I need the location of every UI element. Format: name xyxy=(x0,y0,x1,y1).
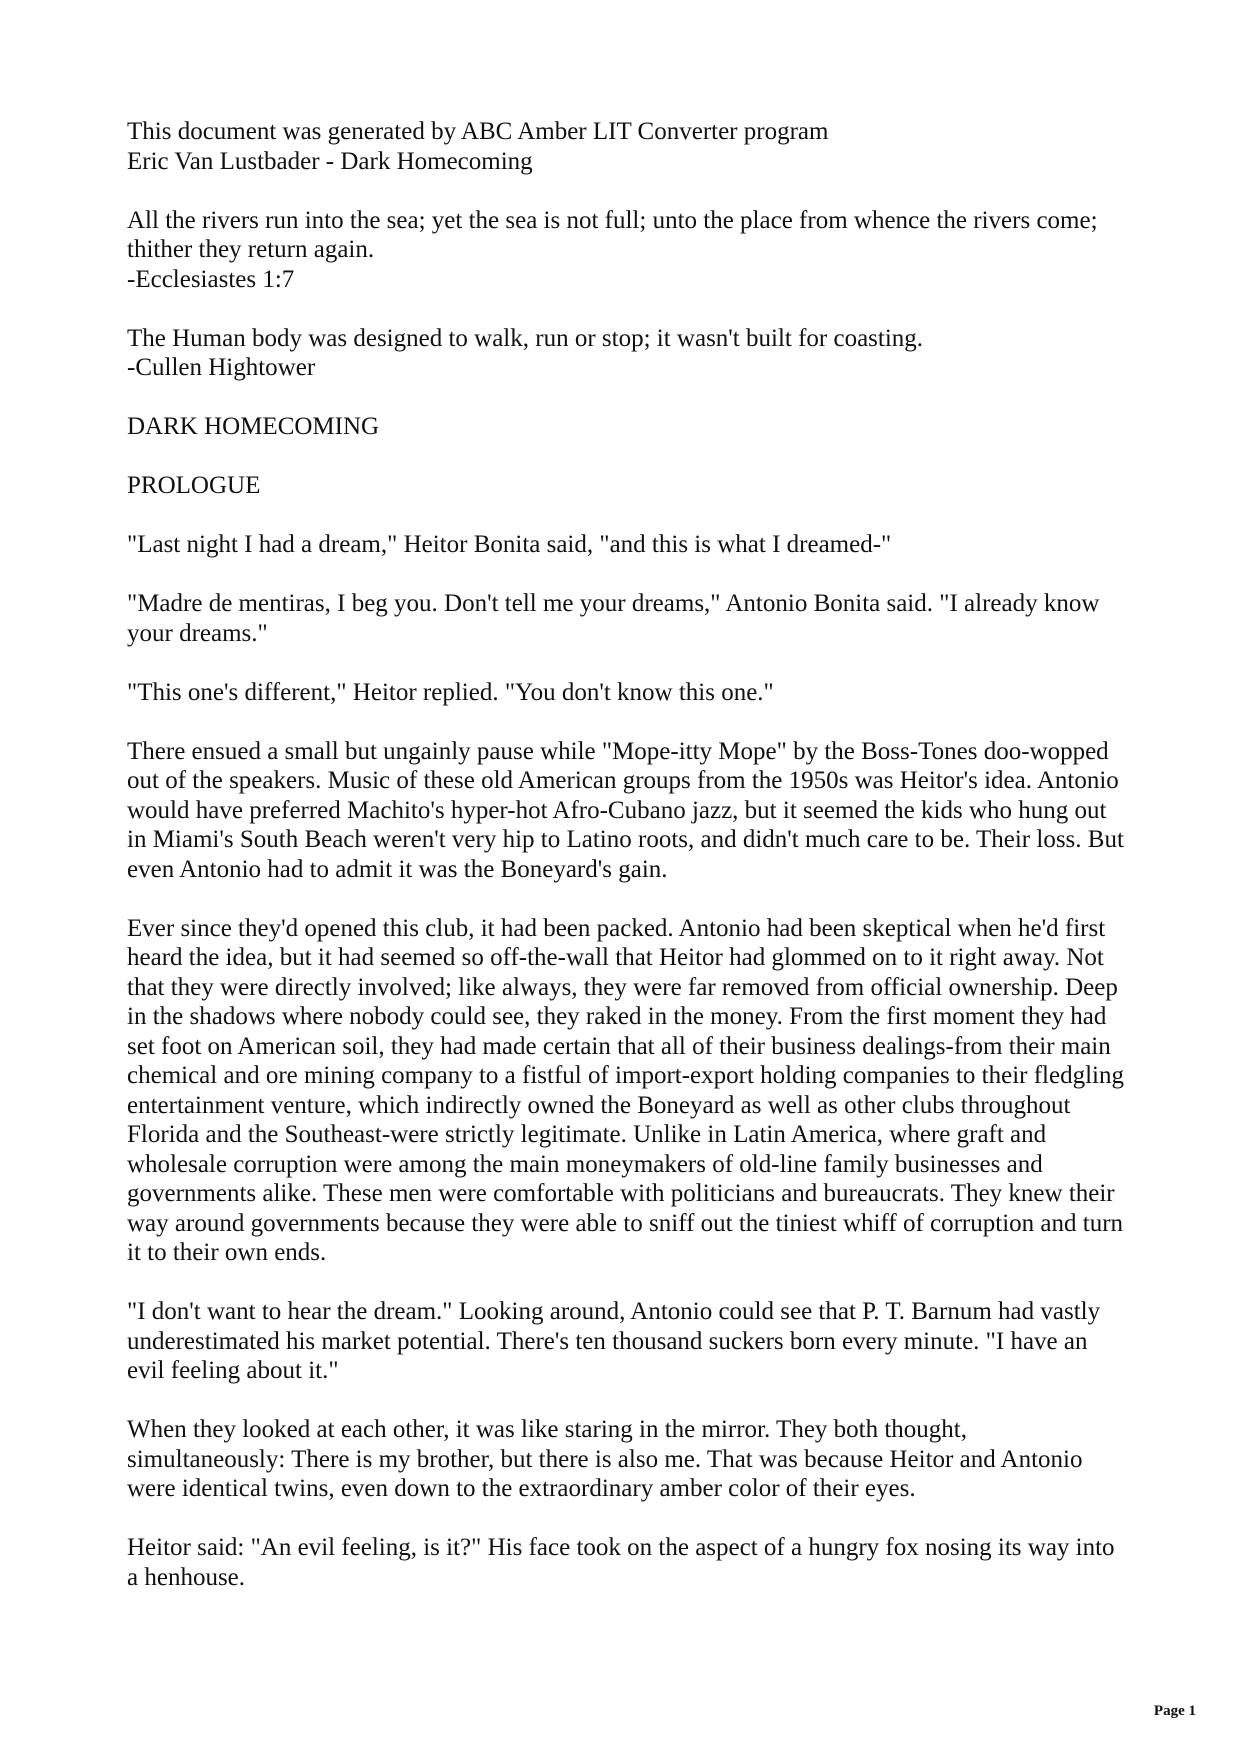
epigraph-1 xyxy=(127,206,1127,295)
paragraph: There ensued a small but ungainly pause while "Mope-itty Mope" by the Boss-Tones doo-wopped out of the speakers. Music of these old American groups from the 1950s was Heitor's idea. Antonio would have preferred Machito's hyper-hot Afro-Cubano jazz, but it seemed the kids who hung out in Miami's South Beach weren't very hip to Latino roots, and didn't much care to be. Their loss. But even Antonio had to admit it was the Boneyard's gain. xyxy=(127,737,1124,883)
book-title: DARK HOMECOMING xyxy=(127,413,380,440)
paragraph: Ever since they'd opened this club, it had been packed. Antonio had been skeptical when he'd first heard the idea, but it had seemed so off-the-wall that Heitor had glommed on to it right away. Not that they were directly involved; like always, they were far removed from official ownership. Deep in the shadows where nobody could see, they raked in the money. From the first moment they had set foot on American soil, they had made certain that all of their business dealings-from their main chemical and ore mining company to a fistful of import-export holding companies to their fledgling entertainment venture, which indirectly owned the Boneyard as well as other clubs throughout Florida and the Southeast-were strictly legitimate. Unlike in Latin America, where graft and wholesale corruption were among the main moneymakers of old-line family businesses and governments alike. These men were comfortable with politicians and bureaucrats. They knew their way around governments because they were able to sniff out the tiniest whiff of corruption and turn it to their own ends. xyxy=(127,914,1124,1266)
paragraph: Heitor said: "An evil feeling, is it?" His face took on the aspect of a hungry fox nosing its way into a henhouse. xyxy=(127,1534,1115,1591)
epigraph-2 xyxy=(127,324,1127,383)
epigraph-2-attribution: -Cullen Hightower xyxy=(127,354,316,381)
epigraph-1-attribution: -Ecclesiastes 1:7 xyxy=(127,265,295,293)
converter-notice: This document was generated by ABC Amber LIT Converter program xyxy=(127,118,829,145)
book-title-line: Eric Van Lustbader - Dark Homecoming xyxy=(127,147,533,175)
epigraph-2-quote: The Human body was designed to walk, run or stop; it wasn't built for coasting. xyxy=(127,324,924,352)
paragraph: "Madre de mentiras, I beg you. Don't tell me your dreams," Antonio Bonita said. "I already know your dreams." xyxy=(127,590,1100,647)
document-body xyxy=(127,117,1127,1622)
epigraph-1-quote: All the rivers run into the sea; yet the sea is not full; unto the place from whence the rivers come; thither they return again. xyxy=(127,206,1098,263)
section-heading: PROLOGUE xyxy=(127,472,261,499)
paragraph: When they looked at each other, it was like staring in the mirror. They both thought, simultaneously: There is my brother, but there is also me. That was because Heitor and Antonio were identical twins, even down to the extraordinary amber color of their eyes. xyxy=(127,1416,1083,1502)
paragraph: "Last night I had a dream," Heitor Bonita said, "and this is what I dreamed-" xyxy=(127,531,892,558)
document-header xyxy=(127,117,1127,176)
paragraph: "This one's different," Heitor replied. "You don't know this one." xyxy=(127,678,774,706)
paragraph: "I don't want to hear the dream." Looking around, Antonio could see that P. T. Barnum had vastly underestimated his market potential. There's ten thousand suckers born every minute. "I have an evil feeling about it." xyxy=(127,1298,1101,1384)
page-number: Page 1 xyxy=(1153,1703,1196,1719)
